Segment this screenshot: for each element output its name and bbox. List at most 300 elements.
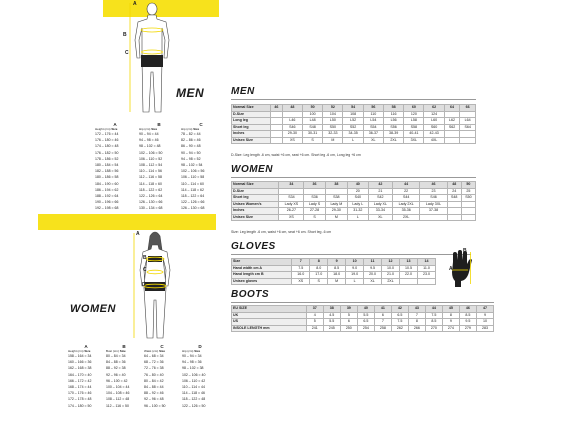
table-cell: 32-33 — [323, 131, 343, 138]
table-cell: 100 — [302, 111, 322, 118]
row-label: Long leg — [232, 118, 271, 125]
table-cell: S48 — [302, 124, 322, 131]
measurement-row: 190 – 196 = 66 — [95, 200, 119, 205]
measurement-row: 98 – 102 = 54 — [181, 163, 203, 168]
table-cell: 9.5 — [364, 265, 382, 272]
row-label: Size — [232, 259, 292, 266]
measurement-row: 94 – 98 = 36 — [182, 360, 202, 365]
table-cell: Lady XL — [368, 201, 392, 208]
measurement-row: 178 – 186 = 52 — [95, 156, 119, 161]
table-cell: 4 — [306, 312, 323, 319]
measurement-row: 80 – 84 = 42 — [144, 378, 164, 383]
measurement-row: 174 – 180 = 48 — [95, 144, 119, 149]
table-cell: L52 — [343, 118, 363, 125]
measurement-row: 174 – 180 = 50 — [68, 403, 92, 408]
row-label: Unisex Size — [232, 214, 279, 221]
table-cell: 262 — [391, 325, 408, 332]
table-cell — [271, 124, 283, 131]
table-cell: S62 — [444, 124, 460, 131]
table-row — [232, 182, 476, 189]
table-cell: 4XL — [424, 137, 444, 144]
table-cell: S42 — [368, 195, 392, 202]
men-list-b — [139, 131, 179, 212]
table-cell: 29-30 — [282, 131, 302, 138]
men-list-a — [95, 131, 135, 212]
measurement-row: 86 – 90 = 48 — [181, 144, 201, 149]
gloves-size-table — [231, 258, 436, 285]
table-cell: 42 — [368, 182, 392, 189]
row-label: Unisex gloves — [232, 278, 292, 285]
table-cell: 42-43 — [424, 131, 444, 138]
table-cell: 7.5 — [425, 312, 442, 319]
row-label: UK — [232, 312, 307, 319]
table-cell: S — [302, 137, 322, 144]
measurement-row: 126 – 130 = 68 — [181, 206, 205, 211]
table-cell: S36 — [304, 195, 325, 202]
table-cell: 11 — [364, 259, 382, 266]
table-row — [232, 124, 476, 131]
table-cell: 7 — [374, 319, 391, 326]
table-cell: 120 — [404, 111, 424, 118]
measurement-row: 92 – 96 = 48 — [144, 397, 164, 402]
table-cell: 23.0 — [417, 272, 435, 279]
men-figure-illustration — [112, 0, 192, 118]
table-cell: 9 — [442, 319, 459, 326]
table-cell: L — [346, 278, 364, 285]
table-cell: Lady XS — [279, 201, 304, 208]
men-fig-label-b: B — [123, 32, 127, 38]
table-cell: 31-32 — [347, 208, 368, 215]
table-cell: L54 — [363, 118, 383, 125]
table-cell: 37 — [306, 306, 323, 313]
men-section-title: MEN — [176, 86, 205, 100]
table-cell: 38 — [325, 182, 347, 189]
table-row — [232, 111, 476, 118]
row-label: Inches — [232, 208, 279, 215]
measurement-row: 90 – 94 = 50 — [181, 150, 201, 155]
table-cell: 116 — [383, 111, 403, 118]
measurement-row: 164 – 170 = 40 — [68, 372, 92, 377]
table-cell — [279, 188, 304, 195]
table-cell: 52 — [323, 105, 343, 112]
measurement-row: 102 – 106 = 56 — [181, 169, 205, 174]
men-fig-label-c: C — [125, 50, 129, 56]
women-table-title: WOMEN — [231, 164, 273, 175]
table-cell — [304, 188, 325, 195]
measurement-row: 162 – 168 = 38 — [68, 366, 92, 371]
table-cell: S64 — [460, 124, 476, 131]
table-cell: S44 — [393, 195, 420, 202]
table-row — [232, 306, 494, 313]
table-cell: 17.0 — [310, 272, 328, 279]
table-cell: 18.0 — [328, 272, 346, 279]
women-figure-illustration — [120, 230, 190, 342]
women-list-b — [106, 353, 142, 409]
table-cell: 39 — [340, 306, 357, 313]
table-cell: S50 — [461, 195, 475, 202]
measurement-row: 118 – 122 = 48 — [182, 397, 206, 402]
table-cell: 56 — [363, 105, 383, 112]
table-row — [232, 201, 476, 208]
table-cell: XL — [364, 278, 382, 285]
table-cell: 2XL — [393, 214, 420, 221]
table-cell: 38-39 — [383, 131, 403, 138]
measurement-row: 176 – 182 = 50 — [95, 150, 119, 155]
women-list-d — [182, 353, 218, 409]
table-cell: 40 — [357, 306, 374, 313]
measurement-row: 98 – 102 = 48 — [139, 144, 161, 149]
table-cell: S46 — [420, 195, 447, 202]
measurement-row: 64 – 68 = 34 — [144, 354, 164, 358]
table-cell: Lady M — [325, 201, 347, 208]
measurement-row: 114 – 118 = 46 — [182, 391, 205, 396]
table-cell: S46 — [282, 124, 302, 131]
measurement-row: 118 – 122 = 62 — [139, 187, 163, 192]
table-cell: 5 — [340, 312, 357, 319]
measurement-row: 176 – 180 = 46 — [95, 138, 119, 143]
table-cell: S40 — [347, 195, 368, 202]
measurement-row: 102 – 106 = 40 — [182, 372, 206, 377]
men-list-c — [181, 131, 221, 212]
table-cell: 13 — [400, 259, 418, 266]
table-cell: L62 — [444, 118, 460, 125]
table-cell — [271, 118, 283, 125]
table-cell: 8.5 — [459, 312, 476, 319]
table-cell: 104 — [323, 111, 343, 118]
women-fig-label-a: A — [136, 231, 140, 237]
svg-text:A: A — [449, 266, 453, 272]
table-cell: 46 — [459, 306, 476, 313]
table-cell: 50 — [302, 105, 322, 112]
table-cell: S54 — [363, 124, 383, 131]
measurement-row: 122 – 126 = 50 — [182, 403, 206, 408]
table-cell: L — [343, 137, 363, 144]
measurement-row: 130 – 134 = 68 — [139, 206, 163, 211]
table-cell — [461, 214, 475, 221]
table-cell: 35-36 — [393, 208, 420, 215]
row-label: Normal Size — [232, 105, 271, 112]
measurement-row: 180 – 184 = 54 — [95, 163, 119, 168]
table-cell: 22.0 — [400, 272, 418, 279]
measurement-row: 106 – 110 = 42 — [182, 378, 206, 383]
women-size-table — [231, 181, 476, 221]
measurement-row: 84 – 88 = 44 — [144, 385, 164, 390]
table-cell: 9.0 — [346, 265, 364, 272]
table-cell: 24 — [447, 188, 461, 195]
table-row — [232, 195, 476, 202]
table-cell: 11.0 — [417, 265, 435, 272]
measurement-row: 96 – 100 = 42 — [106, 378, 128, 383]
table-cell: 19.0 — [346, 272, 364, 279]
table-cell: 7 — [292, 259, 310, 266]
table-cell: 20 — [347, 188, 368, 195]
measurement-row: 110 – 114 = 44 — [182, 385, 205, 390]
table-row — [232, 105, 476, 112]
boots-size-table — [231, 305, 494, 332]
women-table-note: Size: Leg length -6 cm, waist +6 cm, seat +6 cm. Short leg -6 cm — [231, 230, 332, 234]
table-cell: 38 — [323, 306, 340, 313]
table-cell: 6.5 — [357, 319, 374, 326]
table-cell: 110 — [363, 111, 383, 118]
men-fig-label-a: A — [133, 1, 137, 7]
table-cell — [447, 214, 461, 221]
table-cell: 16.0 — [292, 272, 310, 279]
women-list-c — [144, 353, 180, 409]
table-cell — [461, 208, 475, 215]
row-label: Unisex Women's — [232, 201, 279, 208]
table-cell: 34 — [279, 182, 304, 189]
table-cell: L — [347, 214, 368, 221]
table-cell — [282, 111, 302, 118]
measurement-row: 158 – 164 = 34 — [68, 354, 92, 358]
table-row — [232, 208, 476, 215]
table-cell: 7.5 — [292, 265, 310, 272]
table-cell: L48 — [302, 118, 322, 125]
table-cell: 50 — [461, 182, 475, 189]
measurement-row: 76 – 80 = 40 — [144, 372, 164, 377]
table-cell: 48 — [447, 182, 461, 189]
men-table-note: D-Size: Leg length -6 cm, waist +6 cm, seat +6 cm. Short leg -6 cm, Long leg +6 cm — [231, 153, 361, 157]
measurement-row: 84 – 88 = 36 — [106, 360, 126, 365]
table-row — [232, 259, 436, 266]
table-cell: 23 — [420, 188, 447, 195]
table-cell: 8.5 — [328, 265, 346, 272]
table-row — [232, 188, 476, 195]
table-cell: 47 — [476, 306, 493, 313]
measurement-row: 106 – 110 = 52 — [139, 156, 163, 161]
measurement-row: 88 – 92 = 46 — [144, 391, 164, 396]
table-row — [232, 272, 436, 279]
boots-section-title: BOOTS — [231, 289, 270, 300]
table-row — [232, 265, 436, 272]
table-cell: 26-27 — [279, 208, 304, 215]
measurement-row: 72 – 76 = 38 — [144, 366, 164, 371]
measurement-row: 108 – 112 = 48 — [106, 397, 130, 402]
measurement-row: 122 – 126 = 66 — [181, 200, 205, 205]
table-cell: S38 — [325, 195, 347, 202]
table-cell: 46 — [420, 182, 447, 189]
table-cell: L60 — [424, 118, 444, 125]
table-cell: 43 — [408, 306, 425, 313]
table-cell: 9 — [476, 312, 493, 319]
measurement-row: 100 – 104 = 44 — [106, 385, 130, 390]
table-cell: L58 — [404, 118, 424, 125]
table-cell — [447, 201, 461, 208]
table-cell: 8.5 — [425, 319, 442, 326]
table-cell: 44 — [393, 182, 420, 189]
women-fig-label-d: D — [142, 282, 146, 288]
measurement-row: 172 – 176 = 44 — [95, 132, 119, 136]
table-cell — [420, 214, 447, 221]
table-cell: 34-35 — [343, 131, 363, 138]
measurement-row: 88 – 92 = 38 — [106, 366, 126, 371]
table-cell — [271, 131, 283, 138]
table-cell: L56 — [383, 118, 403, 125]
measurement-row: 98 – 102 = 38 — [182, 366, 204, 371]
table-cell: 6 — [374, 312, 391, 319]
table-cell — [444, 137, 460, 144]
table-cell: 22 — [393, 188, 420, 195]
table-cell: 58 — [383, 105, 403, 112]
table-cell: 274 — [442, 325, 459, 332]
row-label: INSOLE LENGTH mm — [232, 325, 307, 332]
table-cell: 279 — [459, 325, 476, 332]
table-row — [232, 118, 476, 125]
table-row — [232, 214, 476, 221]
table-cell: 66 — [460, 105, 476, 112]
table-row — [232, 131, 476, 138]
table-cell — [447, 208, 461, 215]
table-cell: S34 — [279, 195, 304, 202]
table-cell — [271, 137, 283, 144]
table-cell: L64 — [460, 118, 476, 125]
table-cell: 46 — [271, 105, 283, 112]
table-cell: 8 — [442, 312, 459, 319]
table-cell: 241 — [306, 325, 323, 332]
women-fig-label-b: B — [143, 255, 147, 261]
table-cell: L46 — [282, 118, 302, 125]
measurement-row: 90 – 94 = 34 — [182, 354, 202, 358]
table-cell: S56 — [383, 124, 403, 131]
measurement-row: 110 – 114 = 56 — [139, 169, 162, 174]
row-label: Inches — [232, 131, 271, 138]
gloves-section-title: GLOVES — [231, 241, 276, 252]
table-cell: 48 — [282, 105, 302, 112]
row-label: Unisex Size — [232, 137, 271, 144]
table-cell: 25 — [461, 188, 475, 195]
table-cell: XL — [363, 137, 383, 144]
table-cell: 5.5 — [323, 319, 340, 326]
table-cell: 8.0 — [310, 265, 328, 272]
measurement-row: 92 – 96 = 40 — [106, 372, 126, 377]
measurement-row: 110 – 114 = 60 — [181, 181, 204, 186]
table-cell: 60 — [404, 105, 424, 112]
table-cell: S52 — [343, 124, 363, 131]
table-cell: 10 — [346, 259, 364, 266]
measurement-row: 118 – 122 = 64 — [181, 194, 205, 199]
table-cell: 266 — [408, 325, 425, 332]
table-cell — [271, 111, 283, 118]
table-cell: 8 — [408, 319, 425, 326]
measurement-row: 112 – 116 = 58 — [139, 175, 162, 180]
measurement-row: 184 – 190 = 60 — [95, 181, 119, 186]
table-cell: 40 — [347, 182, 368, 189]
table-cell: S — [310, 278, 328, 285]
table-cell: S50 — [323, 124, 343, 131]
measurement-row: 108 – 112 = 54 — [139, 163, 163, 168]
row-label: D-Size — [232, 111, 271, 118]
measurement-row: 114 – 118 = 62 — [181, 187, 204, 192]
table-cell — [444, 111, 460, 118]
table-cell: 9.5 — [459, 319, 476, 326]
table-cell: 254 — [357, 325, 374, 332]
table-cell: 4.5 — [323, 312, 340, 319]
table-cell: 12 — [382, 259, 400, 266]
table-cell: 30-31 — [302, 131, 322, 138]
table-cell: 37-38 — [420, 208, 447, 215]
row-label: Short leg — [232, 124, 271, 131]
women-fig-label-c: C — [143, 267, 147, 273]
measurement-row: 188 – 192 = 64 — [95, 194, 119, 199]
table-cell: M — [325, 214, 347, 221]
table-cell: 2XL — [383, 137, 403, 144]
measurement-row: 186 – 194 = 62 — [95, 187, 119, 192]
table-cell: 64 — [444, 105, 460, 112]
table-cell: XS — [279, 214, 304, 221]
table-cell: 36 — [304, 182, 325, 189]
measurement-row: 78 – 82 = 44 — [181, 132, 201, 136]
table-cell: 44 — [425, 306, 442, 313]
table-cell — [460, 131, 476, 138]
table-cell — [417, 278, 435, 285]
table-cell: 8 — [310, 259, 328, 266]
table-cell: 2XL — [382, 278, 400, 285]
table-cell: 54 — [343, 105, 363, 112]
table-row — [232, 137, 476, 144]
row-label: D-Size — [232, 188, 279, 195]
table-cell — [444, 131, 460, 138]
table-cell: 7.5 — [391, 319, 408, 326]
table-cell — [460, 137, 476, 144]
measurement-row: 94 – 98 = 52 — [181, 156, 201, 161]
table-cell: 5.5 — [357, 312, 374, 319]
table-cell: 3XL — [404, 137, 424, 144]
table-cell: XS — [292, 278, 310, 285]
table-cell: Lady 3XL — [420, 201, 447, 208]
table-cell: 27-28 — [304, 208, 325, 215]
table-row — [232, 325, 494, 332]
table-cell: M — [323, 137, 343, 144]
women-list-a — [68, 353, 104, 409]
measurement-row: 82 – 86 = 46 — [181, 138, 201, 143]
measurement-row: 170 – 176 = 46 — [68, 391, 92, 396]
table-cell: M — [328, 278, 346, 285]
table-cell: 10.5 — [400, 265, 418, 272]
table-cell: 270 — [425, 325, 442, 332]
measurement-row: 104 – 108 = 46 — [106, 391, 130, 396]
measurement-row: 122 – 126 = 64 — [139, 194, 163, 199]
measurement-row: 126 – 130 = 66 — [139, 200, 163, 205]
measurement-row: 160 – 166 = 36 — [68, 360, 92, 365]
table-cell: 62 — [424, 105, 444, 112]
measurement-row: 192 – 198 = 68 — [95, 206, 119, 211]
table-row — [232, 312, 494, 319]
table-cell: 245 — [323, 325, 340, 332]
table-cell: 45 — [442, 306, 459, 313]
table-cell: S — [304, 214, 325, 221]
measurement-row: 172 – 178 = 48 — [68, 397, 92, 402]
measurement-row: 96 – 100 = 50 — [144, 403, 166, 408]
table-cell: 29-30 — [325, 208, 347, 215]
table-cell: S58 — [404, 124, 424, 131]
measurement-row: 90 – 94 = 44 — [139, 132, 159, 136]
table-cell: 258 — [374, 325, 391, 332]
table-cell: Lady L — [347, 201, 368, 208]
row-label: Hand width cm A — [232, 265, 292, 272]
table-cell: S60 — [424, 124, 444, 131]
table-cell: Lady 2XL — [393, 201, 420, 208]
table-cell: 40-41 — [404, 131, 424, 138]
table-cell: 41 — [374, 306, 391, 313]
table-row — [232, 278, 436, 285]
measurement-row: 106 – 110 = 58 — [181, 175, 205, 180]
women-yellow-bar — [38, 214, 216, 230]
table-cell: 250 — [340, 325, 357, 332]
table-cell: 33-34 — [368, 208, 392, 215]
table-cell — [325, 188, 347, 195]
table-cell: 6 — [340, 319, 357, 326]
table-cell: 10 — [476, 319, 493, 326]
